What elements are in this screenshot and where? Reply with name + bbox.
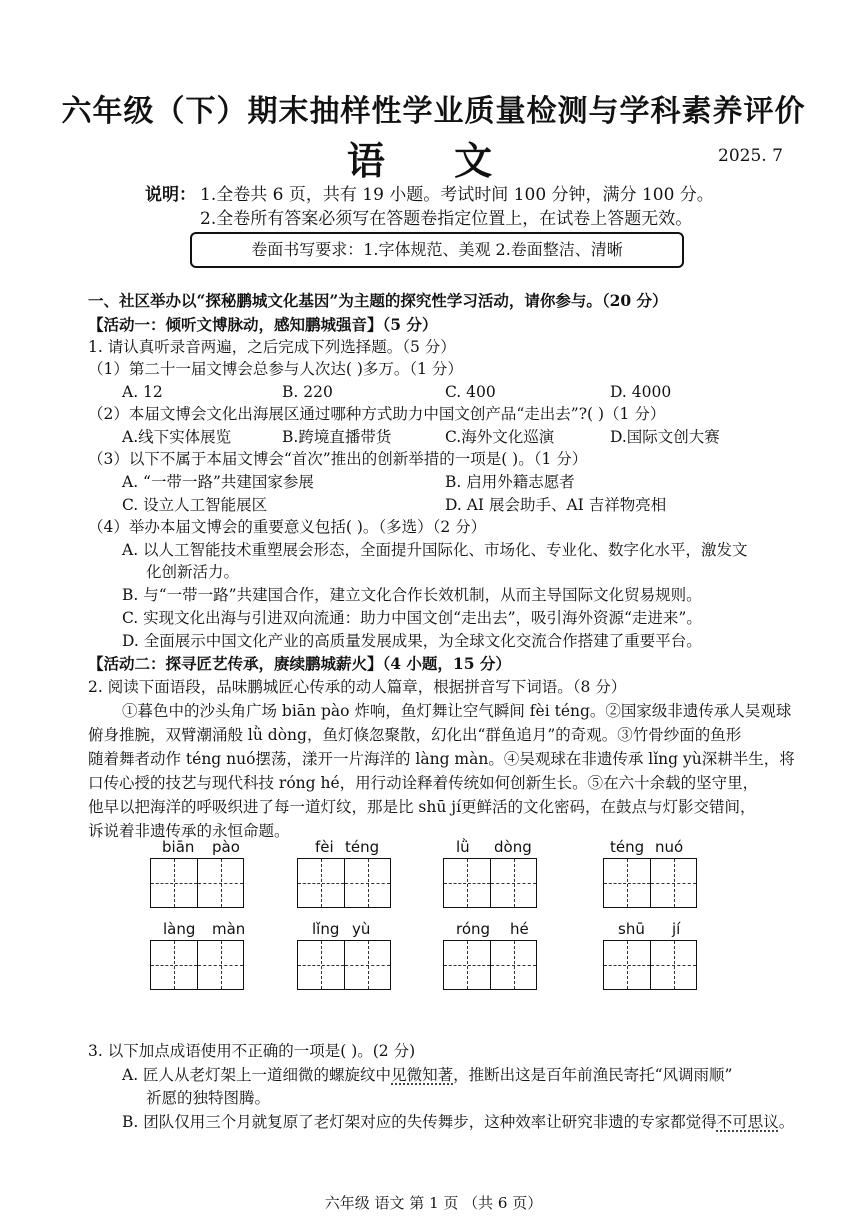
activity-1-heading: 【活动一：倾听文博脉动，感知鹏城强音】（5 分） <box>88 315 438 334</box>
option-d: D. 全面展示中国文化产业的高质量发展成果，为全球文化交流合作搭建了重要平台。 <box>122 632 702 650</box>
option-b: B.跨境直播带货 <box>282 428 392 446</box>
page-footer: 六年级 语文 第 1 页 （共 6 页） <box>324 1194 543 1212</box>
notes-line-1: 1.全卷共 6 页，共有 19 小题。考试时间 100 分钟，满分 100 分。 <box>200 185 714 205</box>
option-d: D.国际文创大赛 <box>610 428 720 446</box>
option-d: D. 4000 <box>610 383 672 401</box>
notes-label: 说明： <box>145 185 196 205</box>
idiom-marked: 见微知著 <box>391 1066 454 1084</box>
option-a: A. “一带一路”共建国家参展 <box>122 473 314 491</box>
pinyin-label: màn <box>212 920 246 938</box>
option-d: D. AI 展会助手、AI 吉祥物亮相 <box>445 496 667 514</box>
section-heading: 一、社区举办以“探秘鹏城文化基因”为主题的探究性学习活动，请你参与。（20 分） <box>88 291 668 310</box>
writing-grid[interactable] <box>150 858 244 908</box>
passage-line: 诉说着非遗传承的永恒命题。 <box>88 822 290 840</box>
pinyin-label: téng <box>345 838 380 856</box>
pinyin-label: jí <box>672 920 681 938</box>
question-3-option-a <box>122 1064 732 1086</box>
pinyin-label: nuó <box>655 838 684 856</box>
passage-line: ①暮色中的沙头角广场 biān pào 炸响，鱼灯舞让空气瞬间 fèi téng。②国家级非遗传承人吴观球 <box>122 702 792 720</box>
idiom-marked: 不可思议 <box>716 1113 779 1131</box>
writing-grid[interactable] <box>603 858 697 908</box>
option-a: A.线下实体展览 <box>122 428 232 446</box>
pinyin-label: làng <box>163 920 196 938</box>
writing-grid[interactable] <box>603 940 697 990</box>
option-b: B. 220 <box>282 383 333 401</box>
writing-grid[interactable] <box>443 858 537 908</box>
option-c: C. 400 <box>445 383 496 401</box>
question-3: 3. 以下加点成语使用不正确的一项是( )。(2 分) <box>88 1042 416 1060</box>
option-b: B. 与“一带一路”共建国合作，建立文化合作长效机制，从而主导国际文化贸易规则。 <box>122 586 702 604</box>
option-a: A. 以人工智能技术重塑展会形态，全面提升国际化、市场化、专业化、数字化水平，激发文 <box>122 541 748 559</box>
option-c: C.海外文化巡演 <box>445 428 555 446</box>
option-c: C. 实现文化出海与引进双向流通：助力中国文创“走出去”，吸引海外资源“走进来”。 <box>122 609 702 627</box>
notes-line-2: 2.全卷所有答案必须写在答题卷指定位置上，在试卷上答题无效。 <box>200 209 693 229</box>
option-a-text: ，推断出这是百年前渔民寄托“风调雨顺” <box>453 1066 733 1084</box>
pinyin-label: dòng <box>494 838 532 856</box>
question-1-2: （2）本届文博会文化出海展区通过哪种方式助力中国文创产品“走出去”?( )（1 分） <box>88 405 666 423</box>
question-1-3: （3）以下不属于本届文博会“首次”推出的创新举措的一项是( )。（1 分） <box>88 450 588 468</box>
exam-title: 六年级（下）期末抽样性学业质量检测与学科素养评价 <box>61 94 806 129</box>
writing-grid[interactable] <box>443 940 537 990</box>
subject-title: 语 文 <box>346 138 521 183</box>
pinyin-label: fèi <box>315 838 334 856</box>
pinyin-label: shū <box>618 920 645 938</box>
option-a-text: A. 匠人从老灯架上一道细微的螺旋纹中 <box>122 1066 392 1084</box>
question-1-4: （4）举办本届文博会的重要意义包括( )。（多选）（2 分） <box>88 518 487 536</box>
writing-grid[interactable] <box>150 940 244 990</box>
pinyin-label: pào <box>212 838 240 856</box>
handwriting-requirement-box: 卷面书写要求：1.字体规范、美观 2.卷面整洁、清晰 <box>190 232 684 268</box>
pinyin-label: hé <box>510 920 529 938</box>
question-2: 2. 阅读下面语段，品味鹏城匠心传承的动人篇章，根据拼音写下词语。（8 分） <box>88 678 627 696</box>
passage-line: 俯身推腕，双臂潮涌般 lǜ dòng，鱼灯倏忽聚散，幻化出“群鱼追月”的奇观。③竹骨纱面的鱼形 <box>88 726 742 744</box>
question-1: 1. 请认真听录音两遍，之后完成下列选择题。（5 分） <box>88 338 456 356</box>
option-a-continued: 祈愿的独特图腾。 <box>146 1089 271 1107</box>
question-1-1: （1）第二十一届文博会总参与人次达( )多万。（1 分） <box>88 360 463 378</box>
pinyin-label: róng <box>456 920 491 938</box>
pinyin-label: lǐng <box>312 920 340 938</box>
pinyin-label: téng <box>610 838 645 856</box>
option-a: A. 12 <box>122 383 163 401</box>
pinyin-label: yù <box>352 920 371 938</box>
writing-grid[interactable] <box>297 858 391 908</box>
option-c: C. 设立人工智能展区 <box>122 496 268 514</box>
exam-date: 2025. 7 <box>718 146 783 166</box>
passage-line: 口传心授的技艺与现代科技 róng hé，用行动诠释着传统如何创新生长。⑤在六十余载的坚守里， <box>88 774 759 792</box>
pinyin-label: lǜ <box>456 838 470 856</box>
writing-grid[interactable] <box>297 940 391 990</box>
option-b-text: 。 <box>778 1113 795 1131</box>
question-3-option-b <box>122 1111 794 1133</box>
option-b: B. 启用外籍志愿者 <box>445 473 575 491</box>
pinyin-label: biān <box>162 838 195 856</box>
option-b-text: B. 团队仅用三个月就复原了老灯架对应的失传舞步，这种效率让研究非遗的专家都觉得 <box>122 1113 717 1131</box>
option-a-continued: 化创新活力。 <box>146 563 240 581</box>
activity-2-heading: 【活动二：探寻匠艺传承，赓续鹏城薪火】（4 小题，15 分） <box>88 654 511 673</box>
passage-line: 随着舞者动作 téng nuó摆荡，漾开一片海洋的 làng màn。④吴观球在非遗传承 lǐng yù深耕半生，将 <box>88 750 795 768</box>
passage-line: 他早以把海洋的呼吸织进了每一道灯纹，那是比 shū jí更鲜活的文化密码，在鼓点与灯影交错间， <box>88 798 756 816</box>
